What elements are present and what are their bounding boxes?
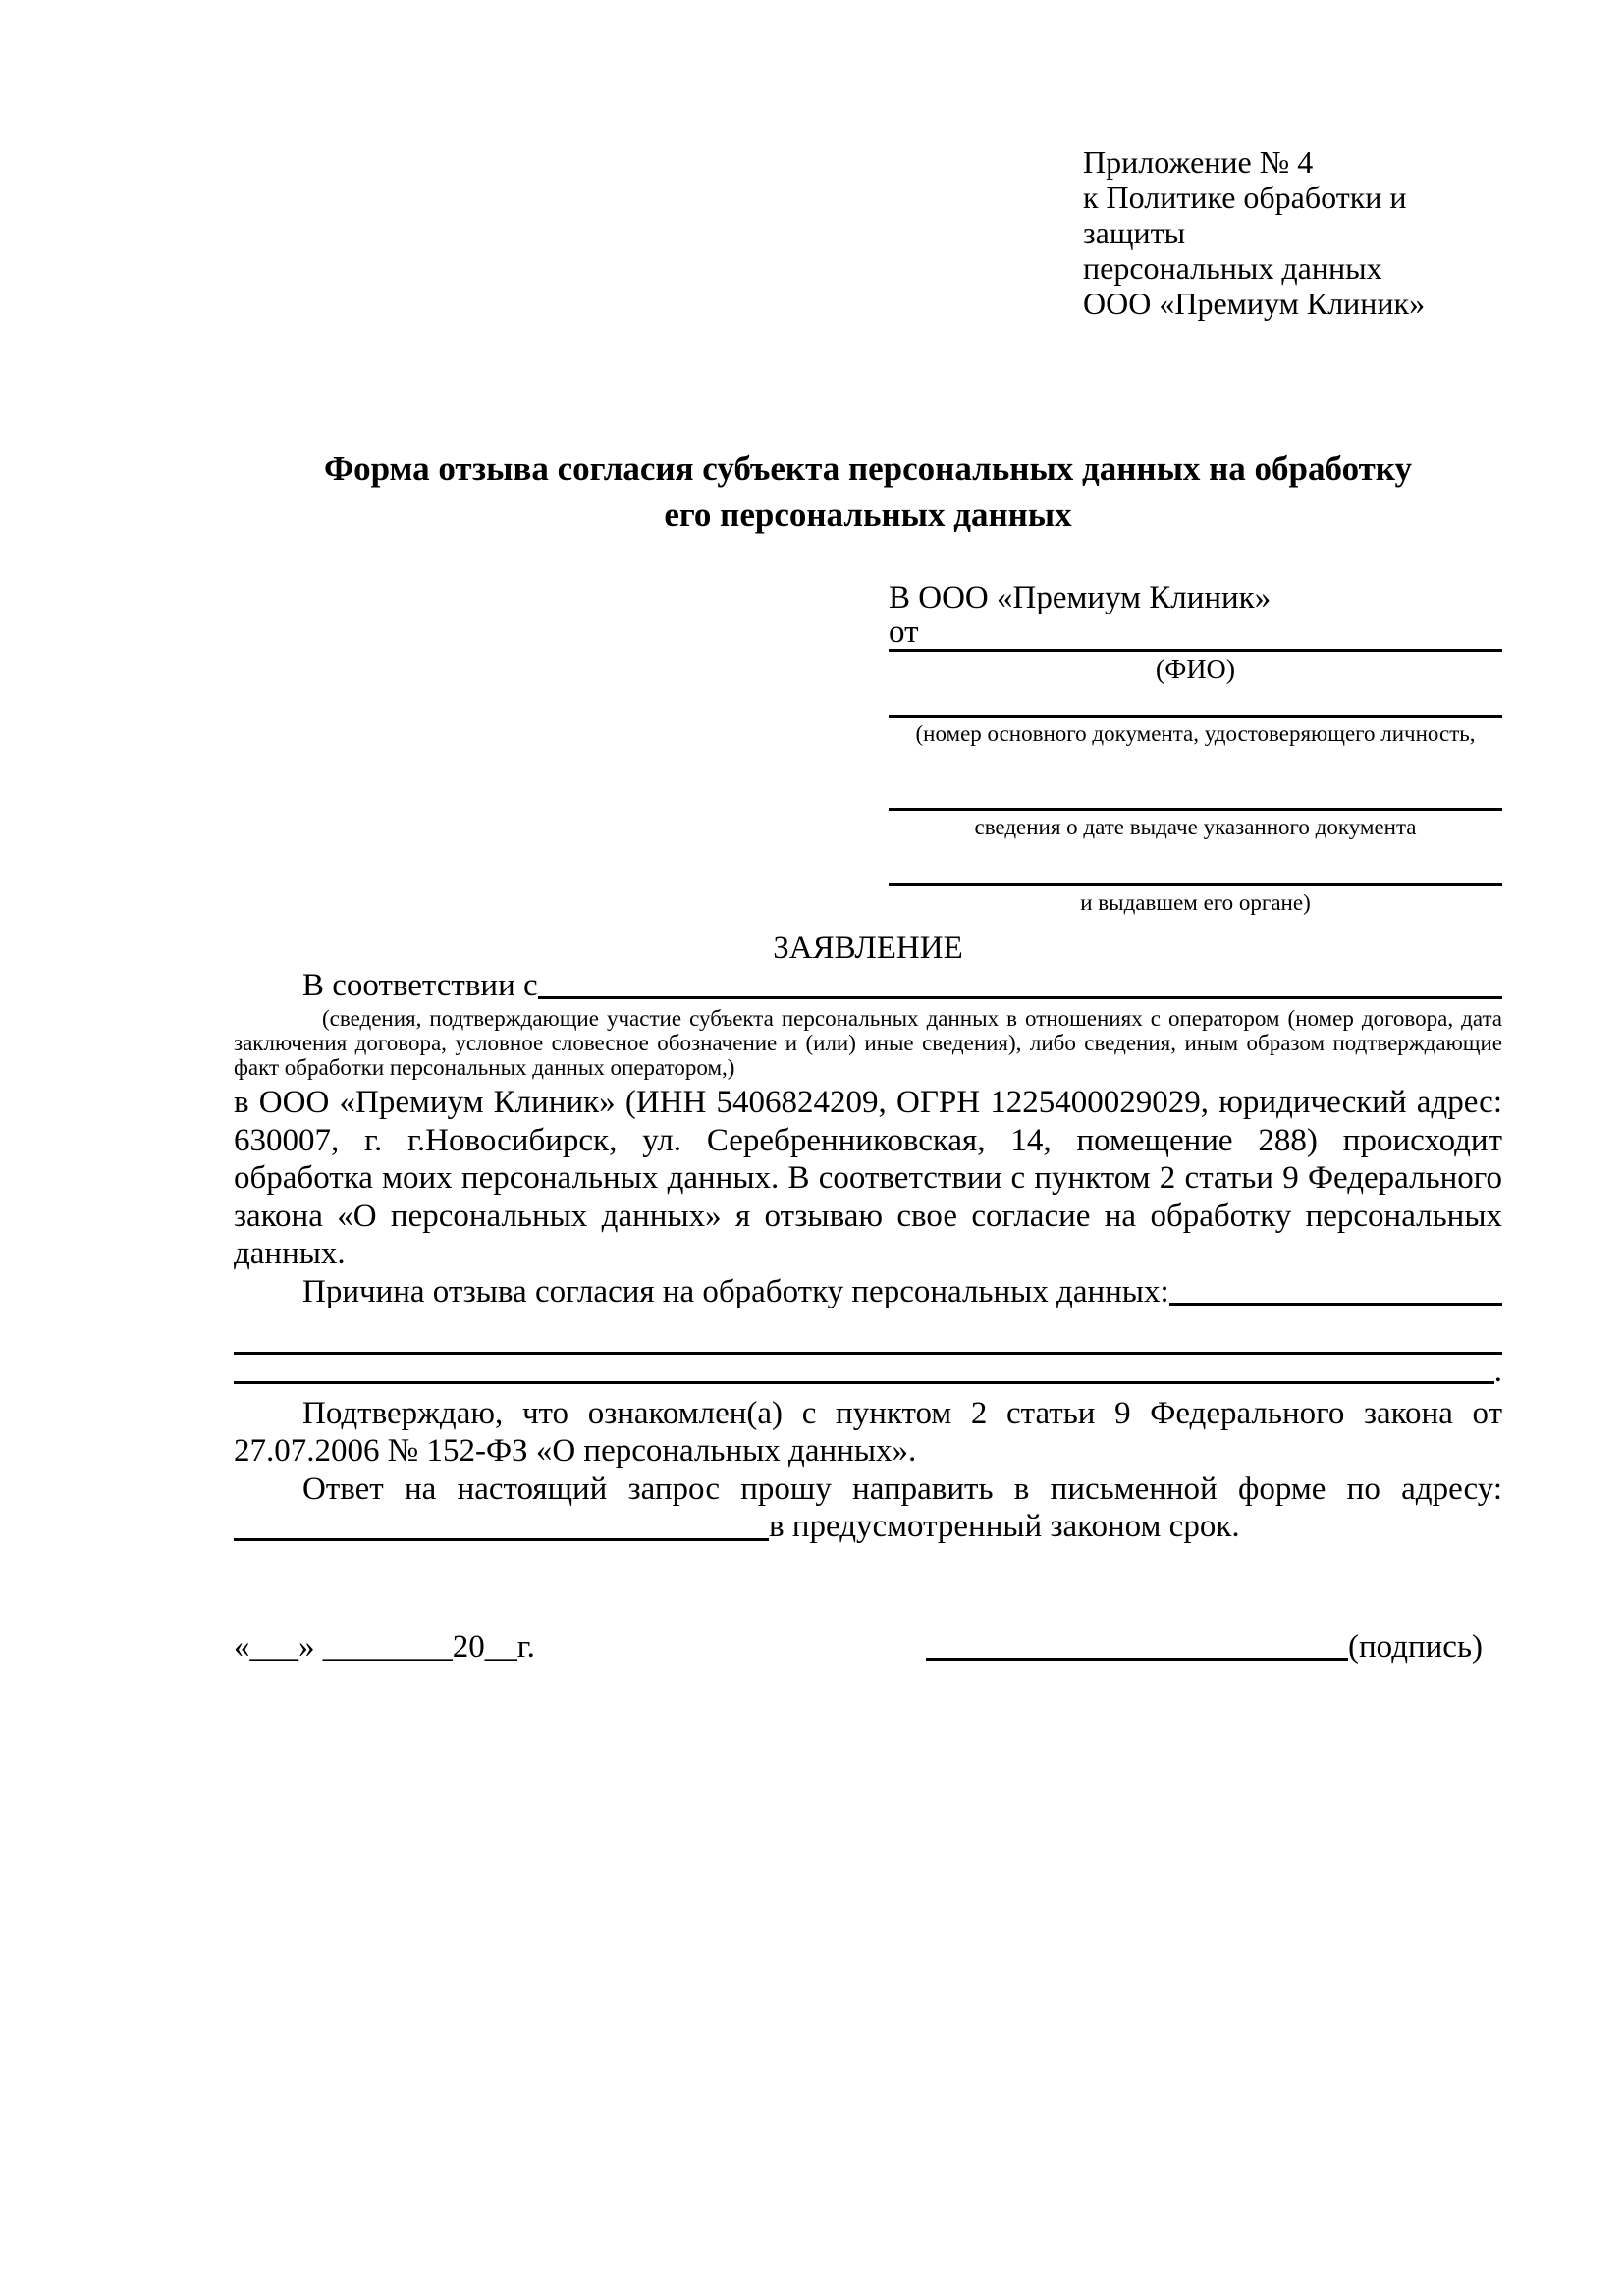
reason-row [234,1273,1502,1310]
issuing-authority-caption: и выдавшем его органе) [1080,890,1311,915]
date-blank-line: «___» ________20__г. [234,1629,535,1665]
signature-blank-line [926,1658,1348,1661]
header-line: ООО «Премиум Клиник» [1083,286,1426,321]
fio-blank-line [889,649,1502,652]
response-address-blank-line [234,1508,769,1541]
issuing-authority-blank-line [889,883,1502,886]
document-content [234,0,1502,1666]
header-line: Приложение № 4 [1083,144,1314,180]
document-number-blank-line [889,715,1502,718]
reason-blank-line [1169,1273,1502,1306]
document-title [234,446,1502,538]
response-request-line: Ответ на настоящий запрос прошу направить в письменной форме по адресу: [302,1470,1502,1507]
in-accordance-row [234,967,1502,1004]
signature-caption: (подпись) [1348,1629,1483,1665]
addressee-from-label: от [889,614,919,650]
title-line-2: его персональных данных [664,496,1072,534]
date-signature-row [234,1629,1502,1666]
title-line-1: Форма отзыва согласия субъекта персональных данных на обработку [324,450,1412,488]
header-line: к Политике обработки и защиты [1083,180,1407,250]
reason-label: Причина отзыва согласия на обработку персональных данных: [302,1273,1169,1309]
issue-date-caption: сведения о дате выдаче указанного документа [974,815,1417,839]
statement-body: в ООО «Премиум Клиник» (ИНН 5406824209, ОГРН 1225400029029, юридический адрес: 630007, г. г.Новосибирск, ул. Серебренниковская, 14, помещение 288) происходит обработка моих персональных данных. В соответствии с пунктом 2 статьи 9 Федерального закона «О персональных данных» я отзываю свое согласие на обработку персональных данных. [234,1085,1502,1271]
addressee-block [889,579,1502,916]
response-address-row [234,1508,1502,1546]
statement-heading: ЗАЯВЛЕНИЕ [773,931,963,966]
confirmation-paragraph: Подтверждаю, что ознакомлен(а) с пунктом 2 статьи 9 Федерального закона от 27.07.2006 № 152-ФЗ «О персональных данных». [234,1395,1502,1468]
reason-terminator: . [1493,1353,1502,1389]
reason-continuation-row-2 [234,1355,1502,1389]
in-accordance-label: В соответствии с [302,968,538,1003]
issue-date-blank-line [889,808,1502,811]
response-tail: в предусмотренный законом срок. [769,1509,1240,1544]
reason-continuation-line-2 [234,1355,1494,1384]
appendix-header [1083,144,1502,321]
in-accordance-blank-line [538,967,1502,999]
header-line: персональных данных [1083,250,1382,286]
statement-note: (сведения, подтверждающие участие субъекта персональных данных в отношениях с оператором (номер договора, дата заключения договора, условное словесное обозначение и (или) иные сведения), либо сведения, иным образом подтверждающие факт обработки персональных данных оператором,) [234,1006,1502,1080]
signature-group [926,1629,1483,1666]
addressee-recipient: В ООО «Премиум Клиник» [889,580,1272,615]
document-number-caption: (номер основного документа, удостоверяющего личность, [915,721,1476,746]
fio-caption: (ФИО) [1155,655,1236,685]
